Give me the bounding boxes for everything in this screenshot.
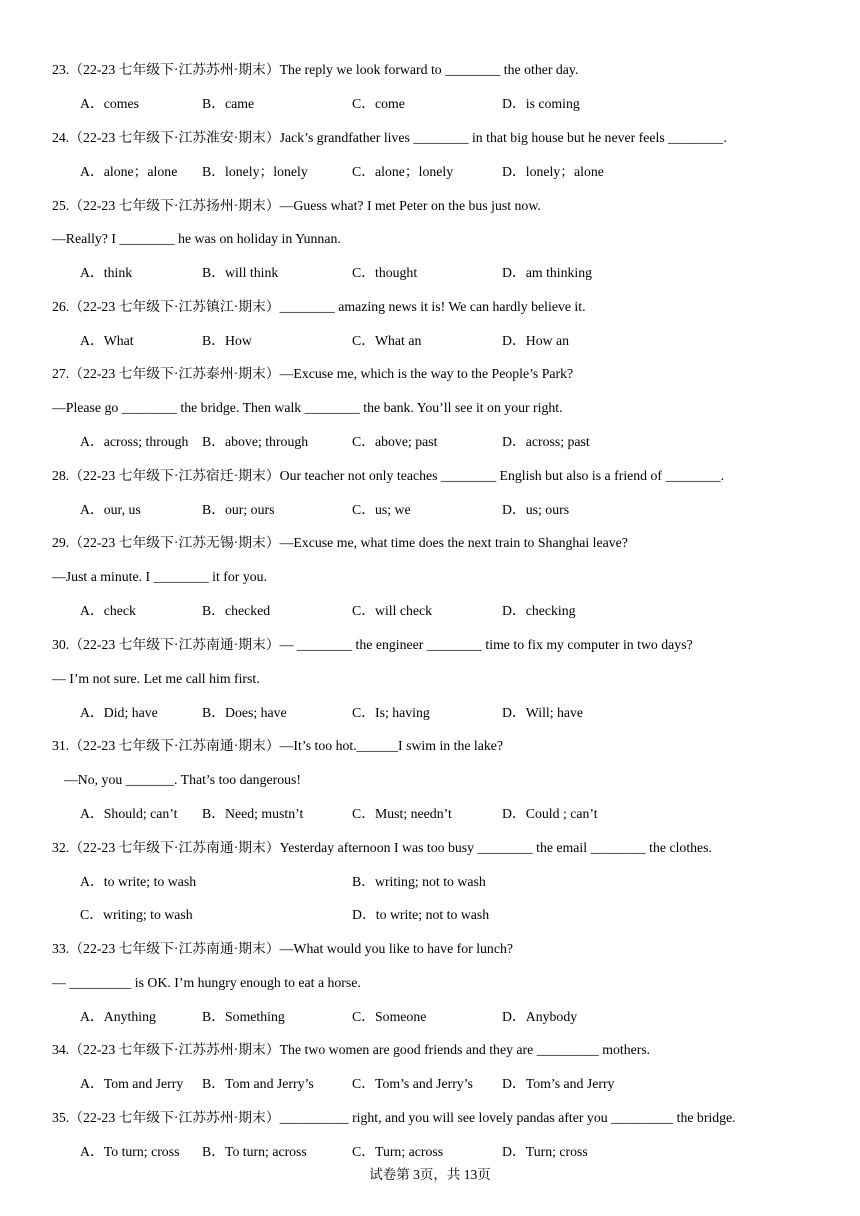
option-a: A．Did; have <box>80 705 158 720</box>
question-30-stem: 30.（22-23 七年级下·江苏南通·期末）— ________ the engineer ________ time to fix my computer in two days? <box>52 637 693 652</box>
option-b: B．Something <box>202 1009 285 1024</box>
option-a: A．Tom and Jerry <box>80 1076 184 1091</box>
option-b: B．Does; have <box>202 705 287 720</box>
question-31-stem: 31.（22-23 七年级下·江苏南通·期末）—It’s too hot.______I swim in the lake? <box>52 738 504 753</box>
question-29-stem: 29.（22-23 七年级下·江苏无锡·期末）—Excuse me, what time does the next train to Shanghai leave? <box>52 535 628 550</box>
option-b: B．will think <box>202 265 279 280</box>
page-footer: 试卷第 3页，共 13页 <box>369 1167 491 1182</box>
question-29-reply: —Just a minute. I ________ it for you. <box>52 569 267 584</box>
question-33-stem: 33.（22-23 七年级下·江苏南通·期末）—What would you like to have for lunch? <box>52 941 513 956</box>
question-32-stem: 32.（22-23 七年级下·江苏南通·期末）Yesterday afternoon I was too busy ________ the email ________ the clothes. <box>52 840 712 855</box>
option-b: B．Tom and Jerry’s <box>202 1076 314 1091</box>
option-a: A．What <box>80 333 134 348</box>
option-c: C．will check <box>352 603 433 618</box>
option-a: A．to write; to wash <box>80 874 197 889</box>
option-a: A．Anything <box>80 1009 156 1024</box>
option-d: D．How an <box>502 333 570 348</box>
option-d: D．Turn; cross <box>502 1144 588 1159</box>
option-b: B．came <box>202 96 255 111</box>
question-24-stem: 24.（22-23 七年级下·江苏淮安·期末）Jack’s grandfather lives ________ in that big house but he never feels ________. <box>52 130 727 145</box>
question-25-stem: 25.（22-23 七年级下·江苏扬州·期末）—Guess what? I met Peter on the bus just now. <box>52 198 541 213</box>
option-b: B．To turn; across <box>202 1144 307 1159</box>
option-a: A．To turn; cross <box>80 1144 180 1159</box>
option-b: B．above; through <box>202 434 309 449</box>
question-27-stem: 27.（22-23 七年级下·江苏泰州·期末）—Excuse me, which is the way to the People’s Park? <box>52 366 574 381</box>
option-d: D．is coming <box>502 96 580 111</box>
option-a: A．comes <box>80 96 140 111</box>
option-a: A．our, us <box>80 502 141 517</box>
option-d: D．lonely；alone <box>502 164 604 179</box>
option-c: C．Turn; across <box>352 1144 444 1159</box>
option-b: B．writing; not to wash <box>352 874 486 889</box>
option-d: D．checking <box>502 603 576 618</box>
option-b: B．Need; mustn’t <box>202 806 304 821</box>
option-c: C．us; we <box>352 502 411 517</box>
option-c: C．What an <box>352 333 422 348</box>
option-b: B．checked <box>202 603 271 618</box>
question-23-stem: 23.（22-23 七年级下·江苏苏州·期末）The reply we look forward to ________ the other day. <box>52 62 579 77</box>
option-a: A．across; through <box>80 434 189 449</box>
option-b: B．lonely；lonely <box>202 164 308 179</box>
question-25-reply: —Really? I ________ he was on holiday in Yunnan. <box>52 231 341 246</box>
option-d: D．us; ours <box>502 502 570 517</box>
option-c: C．Tom’s and Jerry’s <box>352 1076 473 1091</box>
option-c: C．Must; needn’t <box>352 806 452 821</box>
option-d: D．across; past <box>502 434 590 449</box>
option-d: D．Tom’s and Jerry <box>502 1076 615 1091</box>
option-d: D．am thinking <box>502 265 593 280</box>
option-c: C．writing; to wash <box>80 907 193 922</box>
option-d: D．to write; not to wash <box>352 907 490 922</box>
option-c: C．Is; having <box>352 705 430 720</box>
option-b: B．our; ours <box>202 502 275 517</box>
option-c: C．Someone <box>352 1009 427 1024</box>
question-35-stem: 35.（22-23 七年级下·江苏苏州·期末）__________ right, and you will see lovely pandas after you _________ the bridge. <box>52 1110 736 1125</box>
question-27-reply: —Please go ________ the bridge. Then walk ________ the bank. You’ll see it on your right. <box>52 400 563 415</box>
question-33-reply: — _________ is OK. I’m hungry enough to eat a horse. <box>52 975 361 990</box>
option-a: A．Should; can’t <box>80 806 178 821</box>
option-d: D．Could ; can’t <box>502 806 598 821</box>
option-d: D．Will; have <box>502 705 584 720</box>
option-a: A．think <box>80 265 133 280</box>
question-26-stem: 26.（22-23 七年级下·江苏镇江·期末）________ amazing news it is! We can hardly believe it. <box>52 299 586 314</box>
option-c: C．alone；lonely <box>352 164 454 179</box>
question-31-reply: —No, you _______. That’s too dangerous! <box>64 772 301 787</box>
question-30-reply: — I’m not sure. Let me call him first. <box>52 671 260 686</box>
option-a: A．alone；alone <box>80 164 178 179</box>
option-c: C．above; past <box>352 434 438 449</box>
option-d: D．Anybody <box>502 1009 578 1024</box>
option-c: C．thought <box>352 265 418 280</box>
question-34-stem: 34.（22-23 七年级下·江苏苏州·期末）The two women are good friends and they are _________ mothers. <box>52 1042 651 1057</box>
question-28-stem: 28.（22-23 七年级下·江苏宿迁·期末）Our teacher not only teaches ________ English but also is a friend of ________. <box>52 468 725 483</box>
option-b: B．How <box>202 333 252 348</box>
option-a: A．check <box>80 603 136 618</box>
option-c: C．come <box>352 96 405 111</box>
